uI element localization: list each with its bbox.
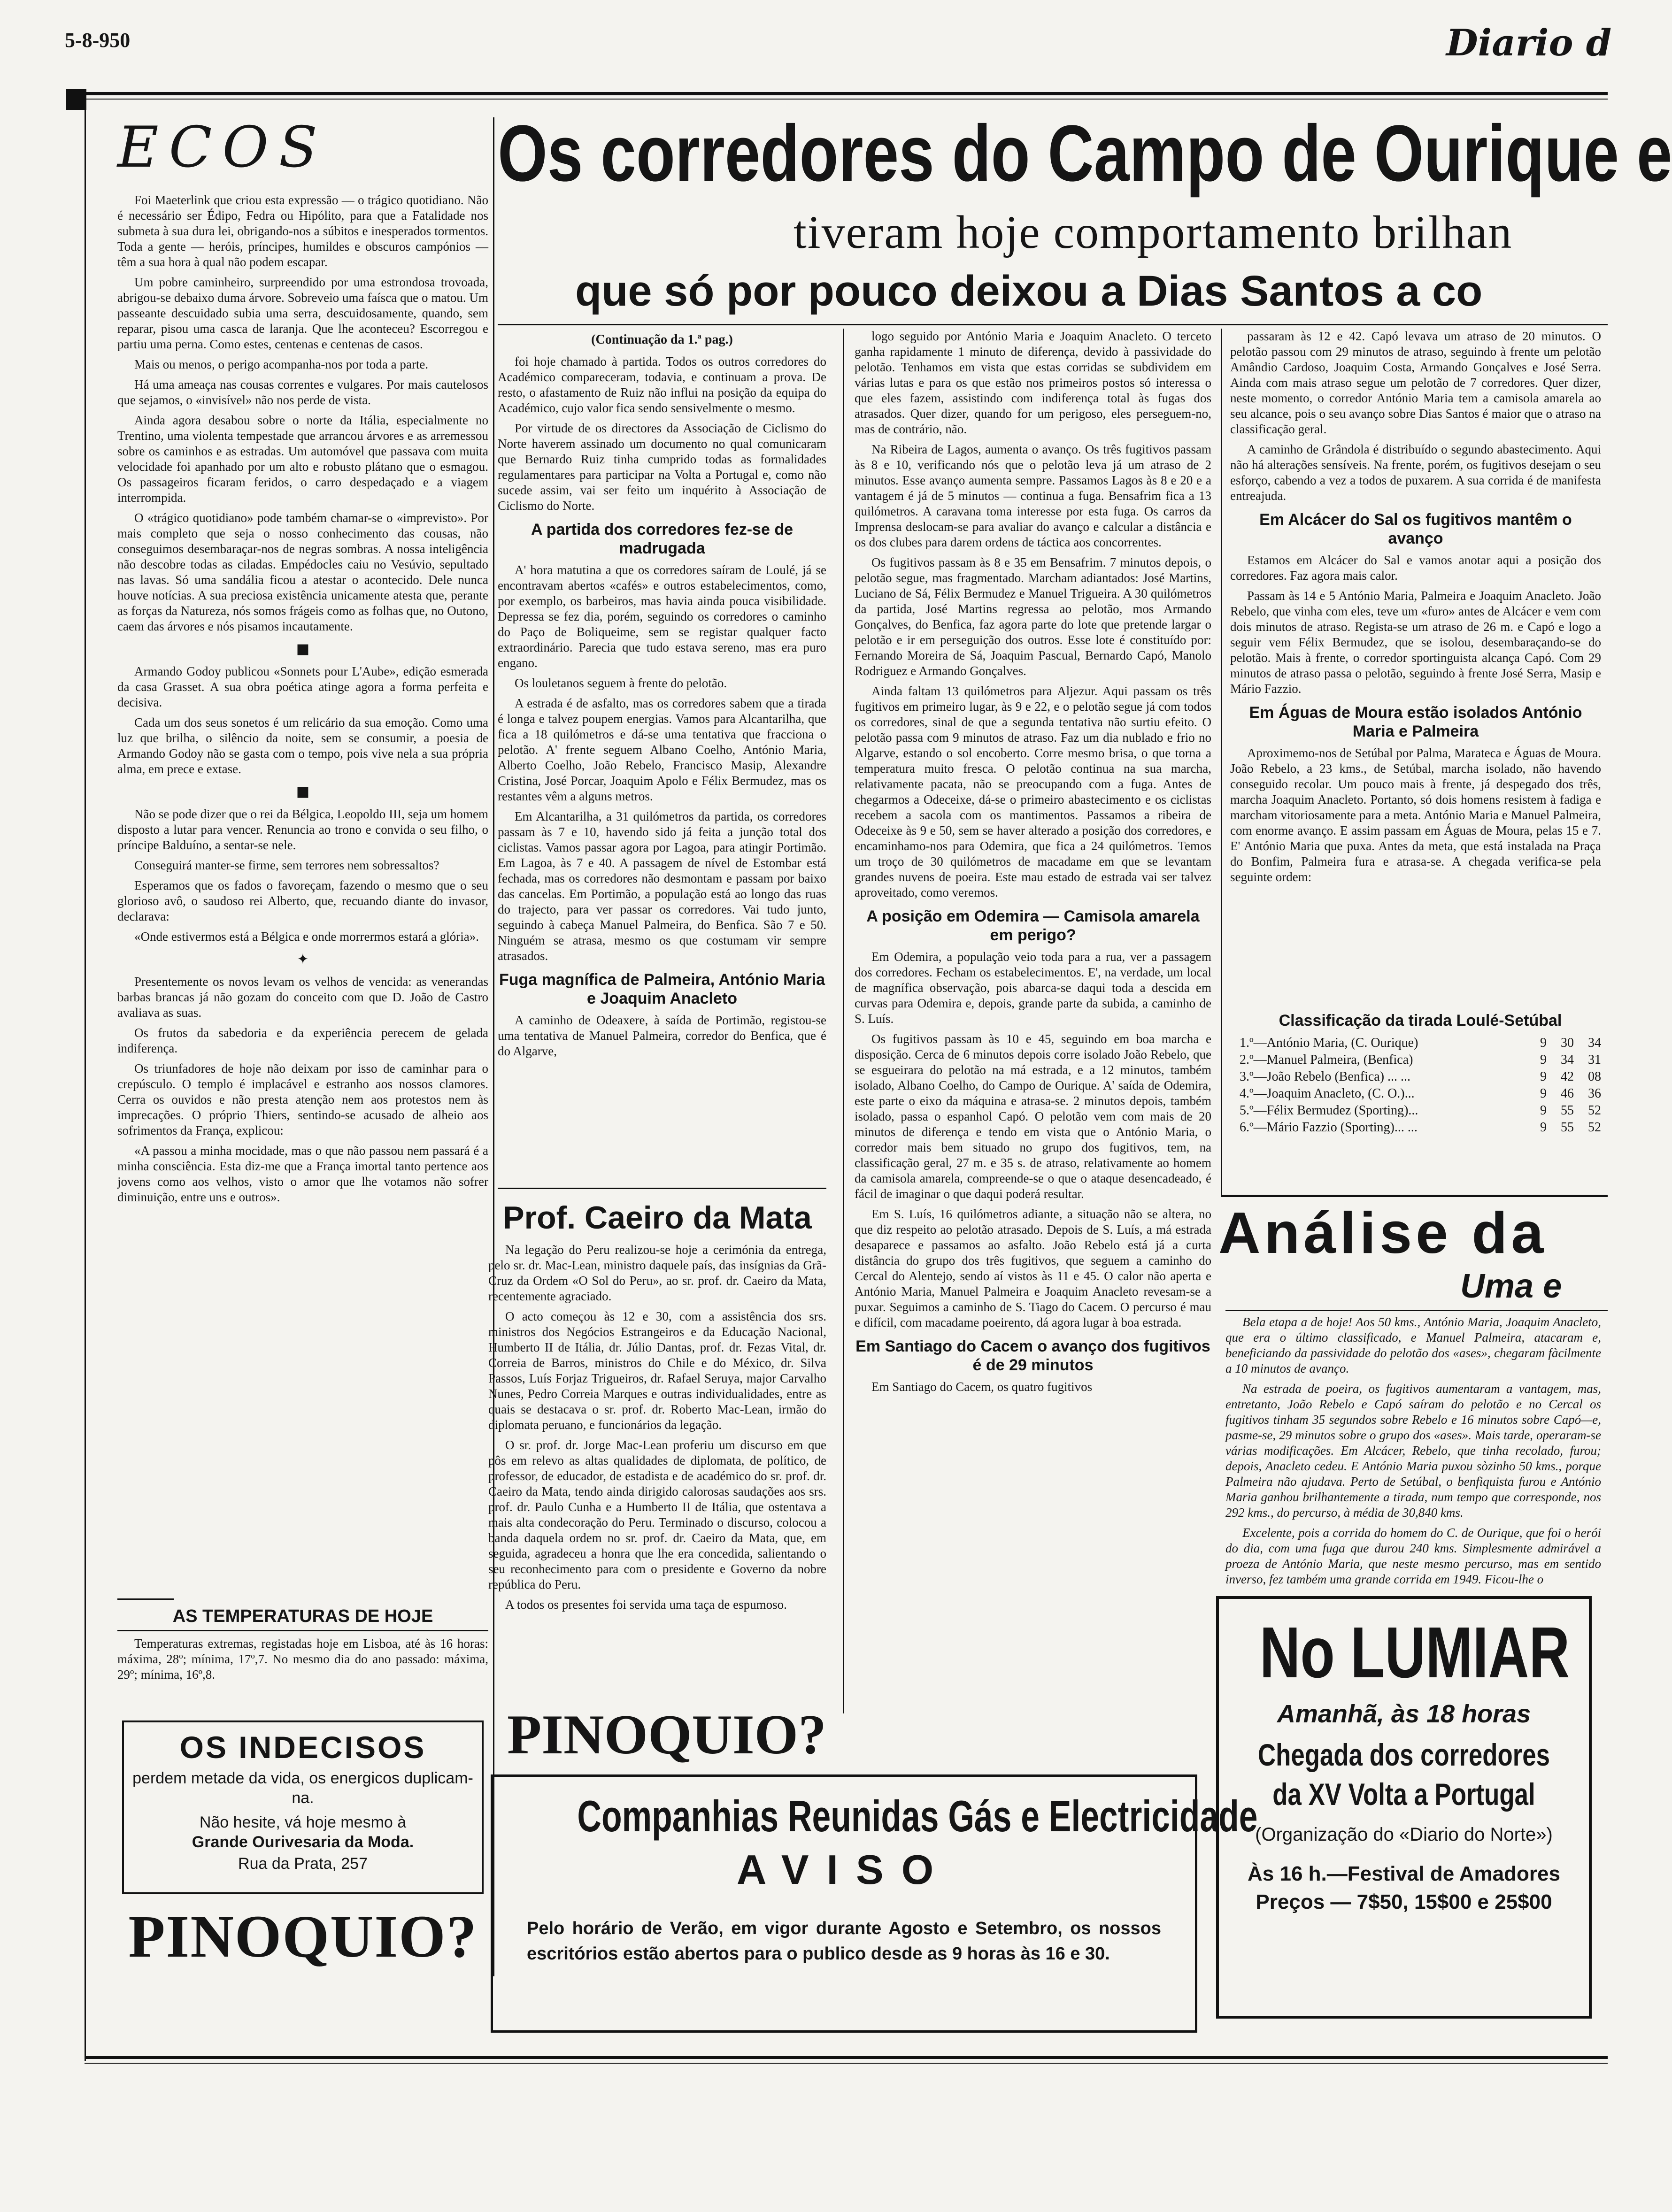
col1-bottom-rule bbox=[498, 1188, 826, 1189]
time-hours: 9 bbox=[1540, 1052, 1547, 1067]
headline-deck1: tiveram hoje comportamento brilhan bbox=[794, 206, 1513, 258]
lumiar-org: (Organização do «Diario do Norte») bbox=[1255, 1824, 1553, 1845]
story-paragraph: Ainda faltam 13 quilómetros para Aljezur. Aqui passam os três fugitivos em primeiro lugar, às 9 e 22, e o pelotão segue já com todos os corredores, sinal de que a segunda tentativa não surtiu efeito. O pelotão passa com 9 minutos de atraso. Faz um dia nublado e frio no Algarve, estando o sol encoberto. Corre mesmo brisa, o que torna a temperatura muito fresca. O pelotão continua na sua marcha, relativamente pacata, não se preocupando com a fuga. Antes de chegarmos a Odeceixe, dá-se o primeiro abastecimento e os ciclistas recebem a sacola com os mantimentos. Passamos a ribeira de Odeceixe às 9 e 50, sem se haver alterado a posição dos corredores, e encaminhamo-nos para Odemira, que fica a 24 quilómetros. Temos um troço de 30 quilómetros de macadame em que se levantam grandes nuvens de poeira. Este mau estado de estrada vai ser talvez aproveitado, como veremos. bbox=[855, 684, 1211, 899]
table-row bbox=[1240, 1085, 1601, 1102]
analise-top-rule bbox=[1221, 1195, 1608, 1197]
ecos-paragraph: Armando Godoy publicou «Sonnets pour L'Aube», edição esmerada da casa Grasset. A sua obra poética atinge agora a forma perfeita e decisiva. bbox=[117, 664, 488, 709]
caeiro-paragraph: Na legação do Peru realizou-se hoje a cerimónia da entrega, pelo sr. dr. Mac-Lean, ministro daquele país, das insígnias da Grã-Cruz da Ordem «O Sol do Peru», ao sr. prof. dr. Caeiro da Mata, recentemente agraciado. bbox=[488, 1243, 826, 1303]
col1-divider bbox=[843, 329, 844, 1713]
temperatures-text: Temperaturas extremas, registadas hoje em Lisboa, até às 16 horas: máxima, 28º; mínima, 17º,7. No mesmo dia do ano passado: máxima, 29º; mínima, 16º,8. bbox=[117, 1636, 488, 1682]
caeiro-paragraph: O acto começou às 12 e 30, com a assistência dos srs. ministros dos Negócios Estrangeiros e da Educação Nacional, Humberto II de Itália, dr. Júlio Dantas, prof. dr. Fezas Vital, dr. Correia de Barros, ministros do Chile e do México, dr. Silva Passos, Luís Forjaz Trigueiros, dr. Rafael Seruya, major Carvalho Nunes, Pedro Correia Marques e outras individualidades, entre as quais se destacava o sr. prof. dr. Roberto Mac-Lean, irmão do diplomata peruano, e funcionários da legação. bbox=[488, 1309, 826, 1432]
lumiar-title: No LUMIAR bbox=[1259, 1612, 1570, 1693]
indecisos-shop: Grande Ourivesaria da Moda. bbox=[192, 1833, 414, 1851]
classification-title: Classificação da tirada Loulé-Setúbal bbox=[1279, 1012, 1562, 1029]
story-paragraph: foi hoje chamado à partida. Todos os outros corredores do Académico compareceram, todavia, e continuam a prova. De resto, o afastamento de Ruiz não influi na posição da equipa do Académico, cujo valor fica sendo sensivelmente o mesmo. bbox=[498, 354, 826, 415]
subhead-alcacer: Em Alcácer do Sal os fugitivos mantêm o avanço bbox=[1259, 511, 1572, 547]
story-paragraph: Os fugitivos passam às 10 e 45, seguindo em boa marcha e disposição. Cerca de 6 minutos depois corre isolado João Rebelo, que se esgueirara do pelotão na má estrada, e a 12 minutos, também isolado, Albano Coelho, do Campo de Ourique. A' saída de Odemira, este parte o eixo da máquina e atrasa-se. 2 minutos depois, também isolado, passa o espanhol Capó. O pelotão vem com mais de 20 minutos de diferença e tendo em vista que o António Maria, o corredor mais bem situado no grupo dos fugitivos, tem, na classificação geral, 27 m. e 35 s. de atraso, relativamente ao homem da camisola amarela, compreende-se o que o ataque desencadeado, é fácil de imaginar o que daqui poderá resultar. bbox=[855, 1032, 1211, 1201]
table-row bbox=[1240, 1035, 1601, 1052]
ecos-paragraph: Ainda agora desabou sobre o norte da Itália, especialmente no Trentino, uma violenta tempestade que arrancou árvores e as arremessou sobre os caminhos e as estradas. Um automóvel que passava com muita velocidade foi apanhado por um alto e robusto plátano que o esmagou. Os passageiros ficaram feridos, o carro despedaçado e a viagem interrompida. bbox=[117, 413, 488, 505]
time-seconds: 34 bbox=[1588, 1036, 1601, 1050]
masthead: Diario d bbox=[1446, 22, 1612, 64]
time-minutes: 55 bbox=[1561, 1103, 1574, 1118]
companhias-text: Pelo horário de Verão, em vigor durante Agosto e Setembro, os nossos escritórios estão abertos para o publico desde as 9 horas às 16 e 30. bbox=[527, 1919, 1161, 1964]
story-paragraph: Passam às 14 e 5 António Maria, Palmeira e Joaquim Anacleto. João Rebelo, que vinha com eles, teve um «furo» antes de Alcácer e vem com dois minutos de atraso. Regista-se um atraso de 26 m. e Capó e logo a seguir vem Félix Bermudez, que se isolou, desembaraçando-se do pelotão. Mais à frente, o corredor sportinguista alcança Capó. Com 29 minutos de atraso passa o pelotão, seguindo à frente José Serra, Masip e Mário Fazzio. bbox=[1230, 589, 1601, 696]
analise-paragraph: Na estrada de poeira, os fugitivos aumentaram a vantagem, mas, entretanto, João Rebelo e Capó saíram do pelotão e no Cercal os fugitivos tinham 35 segundos sobre Rebelo e 16 minutos sobre Capó—e, pasme-se, 29 minutos sobre o grupo dos «ases». Mais tarde, operaram-se várias modificações. Em Alcácer, Rebelo, que tinha recolado, furou; depois, Anacleto cedeu. E António Maria puxou sòzinho 50 kms., porque Palmeira não ajudava. Perto de Setúbal, o benfiquista furou e António Maria ganhou brilhantemente a tirada, num tempo que corresponde, nos 292 kms., do percurso, à média de 30,840 kms. bbox=[1225, 1382, 1601, 1520]
headline-deck2: que só por pouco deixou a Dias Santos a co bbox=[575, 267, 1483, 315]
ecos-paragraph: Presentemente os novos levam os velhos de vencida: as venerandas barbas brancas já não gozam do conceito com que D. João de Castro avaliava as suas. bbox=[117, 975, 488, 1020]
companhias-ad bbox=[491, 1774, 1258, 2033]
story-paragraph: logo seguido por António Maria e Joaquim Anacleto. O terceto ganha rapidamente 1 minuto de diferença, devido à passividade do pelotão. Tenhamos em vista que estas corridas se subdividem em várias lutas e para os que estão nos primeiros postos só interessa o que eles fazem, assistindo com indiferença total às fugas dos atrasados. Quer dizer, quando for um perigoso, eles perseguem-no, mas de contrário, não. bbox=[855, 329, 1211, 436]
ecos-paragraph: Cada um dos seus sonetos é um relicário da sua emoção. Como uma luz que brilha, o silêncio da noite, sem se consumir, a poesia de Armando Godoy não se gasta com o tempo, pois vive nela a sua própria alma, em prece e extase. bbox=[117, 715, 488, 776]
time-minutes: 34 bbox=[1561, 1052, 1574, 1067]
section-ornament-icon: ✦ bbox=[297, 951, 309, 968]
story-paragraph: A caminho de Grândola é distribuído o segundo abastecimento. Aqui não há alterações sensíveis. Na frente, porém, os fugitivos desejam o seu esforço, cabendo a vez a todos de puxarem. A sua corrida é de manifesta entreajuda. bbox=[1230, 442, 1601, 503]
analise-paragraph: Excelente, pois a corrida do homem do C. de Ourique, que foi o herói do dia, com uma fuga que durou 240 kms. Simplesmente admirável a proeza de António Maria, que neste mesmo percurso, mas em sentido inverso, fez também uma grande corrida em 1949. Ficou-lhe o bbox=[1225, 1526, 1601, 1586]
caeiro-article bbox=[488, 1192, 826, 1699]
time-hours: 9 bbox=[1540, 1120, 1547, 1135]
subhead-partida: A partida dos corredores fez-se de madrugada bbox=[531, 521, 793, 557]
rider-name: 6.º—Mário Fazzio (Sporting)... ... bbox=[1240, 1120, 1418, 1135]
time-minutes: 30 bbox=[1561, 1036, 1574, 1050]
table-row bbox=[1240, 1052, 1601, 1068]
ecos-column bbox=[117, 117, 488, 1591]
lumiar-festival: Às 16 h.—Festival de Amadores bbox=[1248, 1862, 1560, 1885]
lumiar-prices: Preços — 7$50, 15$00 e 25$00 bbox=[1256, 1890, 1552, 1913]
ecos-title: ECOS bbox=[117, 115, 328, 180]
subhead-fuga: Fuga magnífica de Palmeira, António Maria e Joaquim Anacleto bbox=[499, 971, 825, 1007]
caeiro-paragraph: O sr. prof. dr. Jorge Mac-Lean proferiu um discurso em que pôs em relevo as altas qualidades de diplomata, de político, de professor, de educador, de estadista e de académico do sr. prof. dr. Caeiro da Mata, tendo ainda dirigido calorosas saudações aos srs. prof. dr. Paulo Cunha e a Humberto II de Itália, que ostentava a mais alta condecoração do Peru. Terminado o discurso, colocou a banda daquela ordem no sr. prof. dr. Caeiro da Mata, que, em seguida, agradeceu a honra que lhe era concedida, salientando o seu reconhecimento para com o presidente e Governo da nobre república do Peru. bbox=[488, 1438, 826, 1591]
time-minutes: 42 bbox=[1561, 1069, 1574, 1084]
time-hours: 9 bbox=[1540, 1103, 1547, 1118]
analise-sub-rule bbox=[1225, 1310, 1608, 1311]
temperatures-title: AS TEMPERATURAS DE HOJE bbox=[117, 1605, 488, 1631]
section-ornament-icon: ■ bbox=[296, 783, 310, 800]
story-column-1 bbox=[498, 329, 826, 1188]
time-seconds: 52 bbox=[1588, 1120, 1601, 1135]
ecos-paragraph: Há uma ameaça nas cousas correntes e vulgares. Por mais cautelosos que sejamos, o «invisível» não nos perde de vista. bbox=[117, 377, 488, 407]
time-hours: 9 bbox=[1540, 1086, 1547, 1101]
rider-name: 3.º—João Rebelo (Benfica) ... ... bbox=[1240, 1069, 1411, 1084]
rider-name: 5.º—Félix Bermudez (Sporting)... bbox=[1240, 1103, 1418, 1118]
header-rule bbox=[85, 92, 1608, 95]
table-row bbox=[1240, 1068, 1601, 1085]
time-seconds: 08 bbox=[1588, 1069, 1601, 1084]
story-paragraph: A caminho de Odeaxere, à saída de Portimão, registou-se uma tentativa de Manuel Palmeira, corredor do Benfica, que é do Algarve, bbox=[498, 1013, 826, 1058]
story-paragraph: Em Santiago do Cacem, os quatro fugitivos bbox=[871, 1380, 1093, 1394]
lumiar-when: Amanhã, às 18 horas bbox=[1277, 1700, 1531, 1728]
story-paragraph: Os louletanos seguem à frente do pelotão. bbox=[515, 676, 727, 690]
time-seconds: 31 bbox=[1588, 1052, 1601, 1067]
story-paragraph: Estamos em Alcácer do Sal e vamos anotar aqui a posição dos corredores. Faz agora mais calor. bbox=[1230, 553, 1601, 583]
ecos-paragraph: Foi Maeterlink que criou esta expressão — o trágico quotidiano. Não é necessário ser Édipo, Fedra ou Hipólito, para que a Fatalidade nos submeta à sua dura lei, obrigando-nos a súbitos e inesperados tormentos. Toda a gente — heróis, príncipes, humildes e obscuros campónios — têm a sua hora à qual não podem escapar. bbox=[117, 193, 488, 269]
story-paragraph: Em Odemira, a população veio toda para a rua, ver a passagem dos corredores. Fecham os estabelecimentos. E', na verdade, um local de magnífica observação, pois abarca-se daqui toda a descida em curvas para Odemira e, depois, grande parte da subida, a caminho de S. Luís. bbox=[855, 950, 1211, 1026]
lumiar-ad bbox=[1216, 1596, 1592, 2019]
ecos-paragraph: «A passou a minha mocidade, mas o que não passou nem passará é a minha consciência. Esta diz-me que a França imortal tanto pertence aos jovens como aos velhos, visto o amor que lhe votamos não sofrer diminuição, entre uns e outros». bbox=[117, 1144, 488, 1204]
pinoquio-left-ad: PINOQUIO? bbox=[128, 1903, 478, 1970]
rider-name: 4.º—Joaquim Anacleto, (C. O.)... bbox=[1240, 1086, 1415, 1101]
ecos-paragraph: «Onde estivermos está a Bélgica e onde morrermos estará a glória». bbox=[134, 929, 479, 944]
ecos-paragraph: Os triunfadores de hoje não deixam por isso de caminhar para o crepúsculo. O templo é implacável e estranho aos nossos clamores. Cerra os ouvidos e não presta atenção nem aos protestos nem às imprecações. O próprio Thiers, sentindo-se acusado de alheio aos sofrimentos da França, explicou: bbox=[117, 1061, 488, 1137]
pinoquio-mid-ad: PINOQUIO? bbox=[507, 1703, 827, 1766]
col2-divider bbox=[1221, 329, 1222, 1197]
lumiar-line1: Chegada dos corredores bbox=[1257, 1737, 1550, 1772]
story-paragraph: A estrada é de asfalto, mas os corredores sabem que a tirada é longa e talvez poupem energias. Vamos para Alcantarilha, que fica a 18 quilómetros e dá-se uma tentativa que fracciona o pelotão. A' frente seguem Albano Coelho, António Maria, Alberto Coelho, João Rebelo, Francisco Masip, Alexandre Cristina, José Porcar, Joaquim Apolo e Félix Bermudez, mas os restantes vêm a alguns metros. bbox=[498, 696, 826, 803]
time-hours: 9 bbox=[1540, 1069, 1547, 1084]
companhias-aviso: AVISO bbox=[736, 1846, 952, 1893]
continuation-note: (Continuação da 1.ª pag.) bbox=[591, 332, 733, 347]
indecisos-title: OS INDECISOS bbox=[179, 1730, 426, 1765]
story-paragraph: Aproximemo-nos de Setúbal por Palma, Marateca e Águas de Moura. João Rebelo, a 23 kms., de Setúbal, marcha isolado, não havendo conseguido recolar. Um pouco mais à frente, já despegado dos três, marcha Joaquim Anacleto. Portanto, só dois homens resistem à fadiga e marcham vitoriosamente para a meta. António Maria e Manuel Palmeira, com enorme avanço. E assim passam em Águas de Moura, pelas 15 e 7. E' António Maria que puxa. Antes da meta, que está instalada na Praça do Bonfim, Palmeira fura e atrasa-se. A chegada verifica-se pela seguinte ordem: bbox=[1230, 746, 1601, 884]
lumiar-line2: da XV Volta a Portugal bbox=[1272, 1777, 1535, 1812]
time-seconds: 36 bbox=[1588, 1086, 1601, 1101]
analise-paragraph: Bela etapa a de hoje! Aos 50 kms., António Maria, Joaquim Anacleto, que era o último classificado, e Manuel Palmeira, atacaram e, beneficiando da passividade do pelotão dos «ases», chegaram fàcilmente a 10 minutos de avanço. bbox=[1225, 1315, 1601, 1375]
classification-table bbox=[1240, 1005, 1601, 1178]
ecos-paragraph: Um pobre caminheiro, surpreendido por uma estrondosa trovoada, abrigou-se debaixo duma árvore. Sobreveio uma faísca que o matou. Um passeante descuidado subia uma serra, descuidosamente, quando, sem reparar, pisou uma casca de laranja. Que lhe aconteceu? Escorregou e partiu uma perna. Como estes, centenas e centenas de casos. bbox=[117, 275, 488, 351]
time-minutes: 55 bbox=[1561, 1120, 1574, 1135]
story-paragraph: passaram às 12 e 42. Capó levava um atraso de 20 minutos. O pelotão passou com 29 minutos de atraso, seguindo à frente um pelotão Amândio Cardoso, Joaquim Costa, Armando Gonçalves e José Serra. Ainda com mais atraso segue um pelotão de 7 corredores. Quer dizer, neste momento, o corredor António Maria tem a camisola amarela ao seu alcance, pois o seu avanço sobre Dias Santos é maior que o atraso na classificação geral. bbox=[1230, 329, 1601, 436]
story-column-2 bbox=[855, 329, 1211, 1718]
analise-body bbox=[1225, 1314, 1601, 1586]
page-date: 5-8-950 bbox=[65, 29, 131, 52]
time-hours: 9 bbox=[1540, 1036, 1547, 1050]
subhead-aguas-moura: Em Águas de Moura estão isolados António Maria e Palmeira bbox=[1249, 704, 1582, 740]
ecos-paragraph: Os frutos da sabedoria e da experiência perecem de gelada indiferença. bbox=[117, 1026, 488, 1055]
headline-main: Os corredores do Campo de Ourique e bbox=[498, 109, 1672, 198]
story-paragraph: Em S. Luís, 16 quilómetros adiante, a situação não se altera, no que diz respeito ao pelotão atrasado. Depois de S. Luís, a má estrada desaparece e passamos ao asfalto. João Rebelo está já a curta distância do grupo dos três fugitivos, que seguem a caminho do Cercal do Alentejo, sendo aí vistos às 11 e 45. O calor não aperta e António Maria, Manuel Palmeira e Joaquim Anacleto revesam-se a puxar. Seguimos a caminho de S. Tiago do Cacem. O percurso é mau e difícil, com macadame poeirento, dá agora lugar à boa estrada. bbox=[855, 1207, 1211, 1329]
subhead-santiago: Em Santiago do Cacem o avanço dos fugitivos é de 29 minutos bbox=[855, 1337, 1210, 1374]
indecisos-address: Rua da Prata, 257 bbox=[238, 1855, 368, 1873]
companhias-title: Companhias Reunidas Gás e Electricidade bbox=[577, 1791, 1258, 1841]
story-paragraph: Na Ribeira de Lagos, aumenta o avanço. Os três fugitivos passam às 8 e 10, verificando nós que o pelotão leva já um atraso de 2 minutos. Esse avanço aumenta sempre. Passamos Lagos às 8 e 20 e a vantagem é já de 5 minutos — continua a fuga. Bensafrim fica a 13 quilómetros. A caravana toma interesse por esta fuga. Os carros da Imprensa deslocam-se para avaliar do avanço e calcular a distância e os dos clubes para darem ordens de táctica aos concorrentes. bbox=[855, 442, 1211, 549]
table-row bbox=[1240, 1102, 1601, 1119]
table-row bbox=[1240, 1119, 1601, 1136]
footer-rule bbox=[85, 2056, 1608, 2059]
story-paragraph: A' hora matutina a que os corredores saíram de Loulé, já se encontravam abertos «cafés» e outros estabelecimentos, como, por exemplo, os barbeiros, mas havia ainda pouca visibilidade. Depressa se fez dia, porém, seguindo os corredores o caminho do Paço de Boliqueime, sem se registar qualquer facto extraordinário. Parecia que tudo estava sereno, mas era puro engano. bbox=[498, 563, 826, 670]
story-paragraph: Por virtude de os directores da Associação de Ciclismo do Norte haverem assinado um documento no qual comunicaram que Bernardo Ruiz tinha cumprido todas as formalidades regulamentares para participar na Volta a Portugal e, como não sucede assim, vai ser feito um inquérito à Associação de Ciclismo do Norte. bbox=[498, 421, 826, 513]
rider-name: 2.º—Manuel Palmeira, (Benfica) bbox=[1240, 1052, 1413, 1067]
temperatures-box bbox=[117, 1605, 488, 1709]
indecisos-line1: perdem metade da vida, os energicos duplicam-na. bbox=[132, 1769, 473, 1807]
footer-rule-thin bbox=[85, 2063, 1608, 2064]
rider-name: 1.º—António Maria, (C. Ourique) bbox=[1240, 1036, 1418, 1050]
ecos-paragraph: Não se pode dizer que o rei da Bélgica, Leopoldo III, seja um homem disposto a lutar para vencer. Renuncia ao trono e convida o seu filho, o príncipe Balduíno, a sentar-se nele. bbox=[117, 807, 488, 852]
indecisos-ad bbox=[122, 1720, 484, 1894]
caeiro-title: Prof. Caeiro da Mata bbox=[503, 1200, 812, 1236]
ecos-paragraph: Mais ou menos, o perigo acompanha-nos por toda a parte. bbox=[134, 357, 429, 371]
section-ornament-icon: ■ bbox=[296, 641, 310, 657]
indecisos-line2: Não hesite, vá hoje mesmo à bbox=[199, 1813, 407, 1831]
story-paragraph: Em Alcantarilha, a 31 quilómetros da partida, os corredores passam às 7 e 10, havendo sido já feita a junção total dos ciclistas. Vamos passar agora por Lagoa, para atingir Portimão. Em Lagoa, às 7 e 40. A passagem de nível de Estombar está fechada, mas os corredores não desmontam e passam por baixo das cancelas. Em Portimão, a população está ao longo das ruas do trajecto, para ver passar os corredores. Vai tudo junto, seguindo à cabeça Manuel Palmeira, do Benfica. São 7 e 50. Ninguém se atrasa, mesmo os que costumam vir sempre atrasados. bbox=[498, 809, 826, 963]
left-margin-rule bbox=[85, 108, 86, 2061]
scan-mark bbox=[66, 89, 86, 110]
time-minutes: 46 bbox=[1561, 1086, 1574, 1101]
ecos-paragraph: O «trágico quotidiano» pode também chamar-se o «imprevisto». Por mais completo que seja o nosso conhecimento das cousas, não conseguimos desembaraçar-nos de negras sombras. A nossa inteligência não descobre todas as ciladas. Empédocles caiu no Vesúvio, sepultado nas lavas. Só uma sandália ficou a atestar o acontecido. Dele nunca houve notícias. A sua preciosa existência unicamente atesta que, perante as forças da Natureza, nós somos frágeis como as folhas que, no Outono, caem das árvores e nós pisamos incautamente. bbox=[117, 511, 488, 633]
headline-underline bbox=[498, 324, 1608, 325]
subhead-odemira: A posição em Odemira — Camisola amarela em perigo? bbox=[866, 907, 1200, 944]
header-rule-thin bbox=[85, 99, 1608, 100]
time-seconds: 52 bbox=[1588, 1103, 1601, 1118]
ecos-paragraph: Conseguirá manter-se firme, sem terrores nem sobressaltos? bbox=[134, 858, 439, 872]
ecos-bottom-rule bbox=[117, 1598, 174, 1600]
story-paragraph: Os fugitivos passam às 8 e 35 em Bensafrim. 7 minutos depois, o pelotão segue, mas fragmentado. Marcham adiantados: José Martins, Luciano de Sá, Félix Bermudez e Manuel Trigueira. A 30 quilómetros da partida, José Martins regressa ao pelotão, mos Armando Gonçalves, do Benfica, faz agora parte do lote que pretende largar o pelotão e ir em perseguição dos outros. Esse lote é constituído por: Fernando Moreira de Sá, Joaquim Pascual, Bernardo Capó, Manolo Rodriguez e Armando Gonçalves. bbox=[855, 555, 1211, 678]
analise-title: Análise da bbox=[1218, 1201, 1548, 1266]
ecos-paragraph: Esperamos que os fados o favoreçam, fazendo o mesmo que o seu glorioso avô, o saudoso rei Alberto, que, recuando diante do invasor, declarava: bbox=[117, 878, 488, 923]
analise-subtitle: Uma e bbox=[1460, 1267, 1562, 1305]
caeiro-paragraph: A todos os presentes foi servida uma taça de espumoso. bbox=[505, 1598, 787, 1612]
